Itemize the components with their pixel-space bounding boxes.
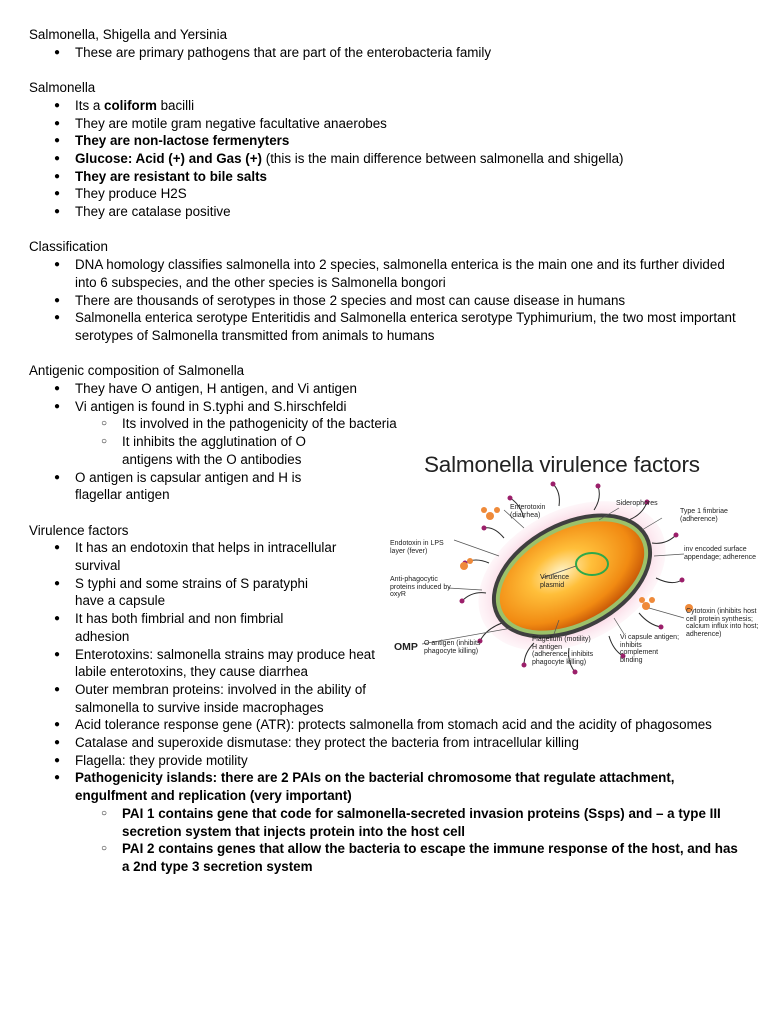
list-item: ● Enterotoxins: salmonella strains may produce heat labile enterotoxins, they cause diarrhea — [29, 646, 380, 681]
list-item: ● These are primary pathogens that are part of the enterobacteria family — [29, 44, 749, 62]
virulence-heading: Virulence factors — [29, 522, 129, 538]
salmonella-list — [29, 97, 749, 221]
sub-list-item: ○ PAI 2 contains genes that allow the bacteria to escape the immune response of the host, and has a 2nd type 3 secretion system — [29, 840, 749, 875]
list-item: ● O antigen is capsular antigen and H is flagellar antigen — [29, 469, 325, 504]
list-item: ● Acid tolerance response gene (ATR): protects salmonella from stomach acid and the acidity of phagosomes — [29, 716, 749, 734]
list-item: ● Catalase and superoxide dismutase: they protect the bacteria from intracellular killing — [29, 734, 749, 752]
label-o-antigen: O antigen (inhibits phagocyte killing) — [424, 640, 481, 655]
list-item: ● They are catalase positive — [29, 203, 749, 221]
label-siderophores: Siderophores — [616, 500, 658, 507]
list-item: ● They are non-lactose fermenyters — [29, 132, 749, 150]
classification-list — [29, 256, 749, 345]
list-item: ● They have O antigen, H antigen, and Vi antigen — [29, 380, 749, 398]
sub-list-item: ○ PAI 1 contains gene that code for salmonella-secreted invasion proteins (Ssps) and – a type III secretion system that injects protein into the host cell — [29, 805, 749, 840]
list-item: ● Vi antigen is found in S.typhi and S.hirschfeldi — [29, 398, 749, 416]
list-item: ● Salmonella enterica serotype Enteritidis and Salmonella enterica serotype Typhimurium, the two most important serotypes of Salmonella transmitted from animals to humans — [29, 309, 749, 344]
sub-list-item: ○ It inhibits the agglutination of O antigens with the O antibodies — [29, 433, 342, 468]
list-item: ● Its a coliform bacilli — [29, 97, 749, 115]
label-antiphagocytic: Anti-phagocytic proteins induced by oxyR — [390, 576, 451, 599]
list-item: ● It has both fimbrial and non fimbrial adhesion — [29, 610, 340, 645]
salmonella-heading: Salmonella — [29, 80, 96, 96]
list-item: ● Glucose: Acid (+) and Gas (+) (this is the main difference between salmonella and shigella) — [29, 150, 749, 168]
list-item: ● They are resistant to bile salts — [29, 168, 749, 186]
label-cytotoxin: Cytotoxin (inhibits host cell protein synthesis; calcium influx into host; adherence) — [686, 608, 759, 638]
label-type1-fimbriae: Type 1 fimbriae (adherence) — [680, 508, 728, 523]
list-item: ● Outer membran proteins: involved in the ability of salmonella to survive inside macrophages — [29, 681, 415, 716]
sub-list-item: ○ Its involved in the pathogenicity of the bacteria — [29, 415, 749, 433]
label-omp: OMP — [394, 641, 418, 653]
list-item: ● DNA homology classifies salmonella into 2 species, salmonella enterica is the main one and its further divided into 6 subspecies, and the other species is Salmonella bongori — [29, 256, 749, 291]
label-enterotoxin: Enterotoxin (diarrhea) — [510, 504, 546, 519]
list-item: ● Flagella: they provide motility — [29, 752, 749, 770]
salmonella-diagram — [384, 448, 762, 688]
list-item: ● They produce H2S — [29, 185, 749, 203]
label-plasmid: Virulence plasmid — [540, 574, 570, 589]
label-flagellum: Flagellum (motility) H antigen (adherence; inhibits phagocyte killing) — [532, 636, 594, 666]
label-inv: inv encoded surface appendage; adherence — [684, 546, 757, 561]
list-item: ● They are motile gram negative facultative anaerobes — [29, 115, 749, 133]
label-endotoxin: Endotoxin in LPS layer (fever) — [390, 540, 444, 555]
list-item: ● Pathogenicity islands: there are 2 PAIs on the bacterial chromosome that regulate attachment, engulfment and replication (very important) — [29, 769, 749, 804]
classification-heading: Classification — [29, 239, 108, 255]
list-item: ● There are thousands of serotypes in those 2 species and most can cause disease in humans — [29, 292, 749, 310]
list-item: ● It has an endotoxin that helps in intracellular survival — [29, 539, 360, 574]
figure-title: Salmonella virulence factors — [424, 452, 700, 477]
intro-list — [29, 44, 749, 62]
antigenic-heading: Antigenic composition of Salmonella — [29, 363, 245, 379]
doc-title: Salmonella, Shigella and Yersinia — [29, 27, 228, 42]
list-item: ● S typhi and some strains of S paratyphi have a capsule — [29, 575, 340, 610]
label-vi-capsule: Vi capsule antigen; inhibits complement binding — [620, 634, 680, 664]
